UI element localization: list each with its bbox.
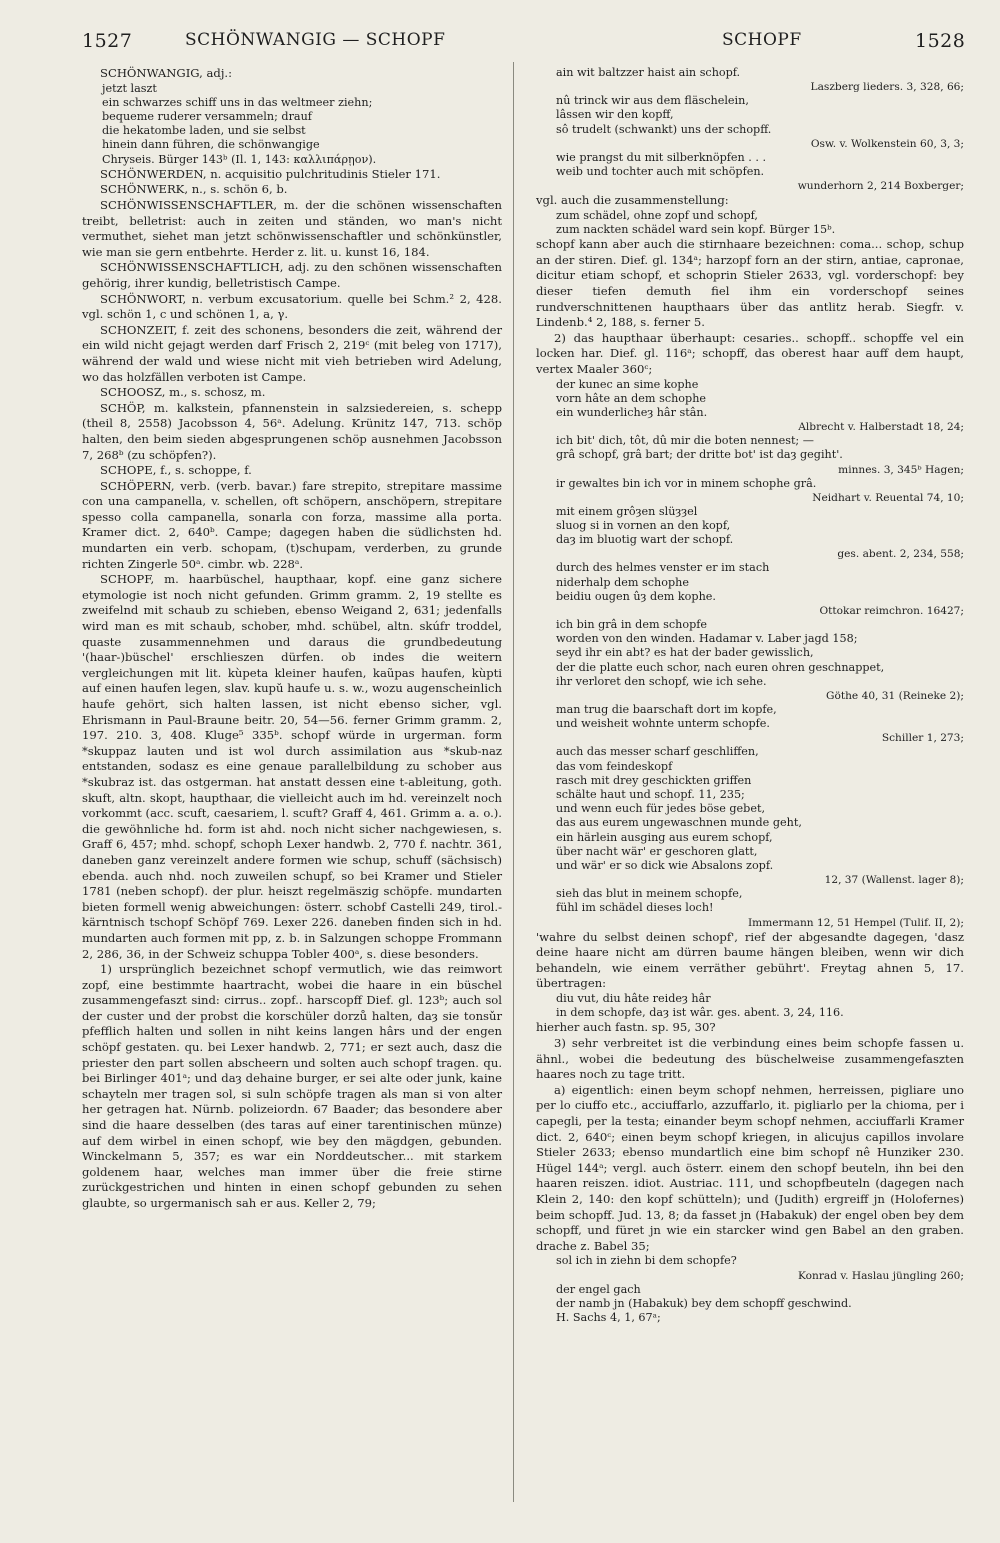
quotation: ain wit baltzzer haist ain schopf.	[556, 66, 741, 79]
entry-paragraph: SCHÖNWERDEN, n. acquisitio pulchritudinis Stieler 171.	[100, 166, 441, 181]
source-citation: minnes. 3, 345ᵇ Hagen;	[838, 463, 964, 476]
source-citation: 12, 37 (Wallenst. lager 8);	[824, 874, 964, 887]
left-column	[82, 66, 502, 1212]
quotation: und wenn euch für jedes böse gebet, das aus eurem ungewaschnen munde geht, ein härlein ausging aus eurem schopf, über nacht wär' er geschoren glatt, und wär' er so dick wie Absalons zopf.	[556, 802, 802, 873]
quotation: der engel gach der namb jn (Habakuk) bey dem schopff geschwind. H. Sachs 4, 1, 67ᵃ;	[556, 1282, 852, 1324]
source-citation: Konrad v. Haslau jüngling 260;	[798, 1269, 964, 1282]
quotation: sol ich in ziehn bi dem schopfe?	[556, 1254, 737, 1268]
source-citation: Schiller 1, 273;	[881, 732, 964, 745]
quotation: der kunec an sime kophe vorn hâte an dem schophe ein wunderlicheȝ hâr stân.	[556, 377, 708, 419]
quotation: wie prangst du mit silberknöpfen . . . weib und tochter auch mit schöpfen.	[556, 150, 767, 179]
entry-paragraph: SCHOOSZ, m., s. schosz, m.	[100, 385, 266, 400]
quotation: nû trinck wir aus dem fläschelein, lâssen wir den kopff, sô trudelt (schwankt) uns der schopff.	[556, 94, 772, 136]
entry-paragraph: SCHÖPERN, verb. (verb. bavar.) fare strepito, strepitare massime con una campanella, v. schellen, oft schöpern, anschöpern, strepitare spesso colla campanella, sonarla con forza, massime alla porta. Kramer dict. 2, 640ᵇ. Campe; dagegen haben die südlichsten hd. mundarten ein verb. schopam, (t)schupam, verderben, zu grunde richten Zingerle 50ᵃ. cimbr. wb. 228ᵃ.	[82, 478, 502, 571]
entry-paragraph: hierher auch fastn. sp. 95, 30?	[536, 1020, 716, 1035]
right-running-title: SCHOPF	[722, 30, 802, 50]
entry-paragraph: vgl. auch die zusammenstellung:	[536, 193, 729, 208]
quotation: durch des helmes venster er im stach niderhalp dem schophe beidiu ougen ûȝ dem kophe.	[556, 561, 770, 603]
quotation: zum schädel, ohne zopf und schopf, zum nackten schädel ward sein kopf. Bürger 15ᵇ.	[556, 208, 836, 237]
quotation: diu vut, diu hâte reideȝ hâr in dem schopfe, daȝ ist wâr. ges. abent. 3, 24, 116.	[556, 992, 844, 1020]
source-citation: Göthe 40, 31 (Reineke 2);	[826, 690, 964, 703]
source-citation: Ottokar reimchron. 16427;	[819, 605, 964, 617]
entry-paragraph: 'wahre du selbst deinen schopf', rief der abgesandte dagegen, 'dasz deine haare nicht am dürren baume hängen bleiben, wenn wir dich behandeln, wie einem verräther gebührt'. Freytag ahnen 5, 17. übertragen:	[536, 929, 964, 991]
entry-paragraph: SCHOPF, m. haarbüschel, haupthaar, kopf. eine ganz sichere etymologie ist noch nicht gefunden. Grimm gramm. 2, 19 stellte es zweifelnd mit schaub zu schieben, ebenso Weigand 2, 631; jedenfalls wird man es mit schaub, schober, mhd. schübel, altn. skúfr troddel, quaste zusammennehmen und daraus die grundbedeutung '(haar-)büschel' erschlieszen dürfen. ob indes die weitern vergleichungen mit lit. kùpeta kleiner haufen, kaũpas haufen, kùpti auf einen haufen legen, slav. kupŭ haufe u. s. w., wozu augenscheinlich haufe gehört, sich halten lassen, ist nicht ebenso sicher, vgl. Ehrismann in Paul-Braune beitr. 20, 54—56. ferner Grimm gramm. 2, 197. 210. 3, 408. Kluge⁵ 335ᵇ. schopf würde in urgerman. form *skuppaz lauten und ist wol durch assimilation aus *skub-naz entstanden, sodasz es eine genaue parallelbildung zu schober aus *skubraz ist. das ostgerman. hat anstatt dessen eine t-ableitung, goth. skuft, altn. skopt, haupthaar, die vielleicht auch im hd. vereinzelt noch vorkommt (acc. scuft, caesariem, l. scuft? Graff 4, 461. Grimm a. a. o.). die gewöhnliche hd. form ist ahd. noch nicht sicher nachgewiesen, s. Graff 6, 457; mhd. schopf, schoph Lexer handwb. 2, 770 f. nachtr. 361, daneben ganz vereinzelt andere formen wie schup, schuff (sächsisch) ebenda. auch nhd. noch zuweilen schupf, so bei Kramer und Stieler 1781 (neben schopf). der plur. heiszt regelmäszig schöpfe. mundarten bieten formell wenig abweichungen: österr. schobf Castelli 249, tirol.-kärntnisch tschopf Schöpf 769. Lexer 226. daneben finden sich in hd. mundarten auch formen mit pp, z. b. in Salzungen schoppe Frommann 2, 286, 36, in der Schweiz schuppa Tobler 400ᵃ, s. diese besonders.	[82, 572, 502, 961]
source-citation: Laszberg lieders. 3, 328, 66;	[810, 81, 964, 94]
source-citation: Osw. v. Wolkenstein 60, 3, 3;	[810, 137, 964, 150]
entry-paragraph: 3) sehr verbreitet ist die verbindung eines beim schopfe fassen u. ähnl., wobei die bedeutung des büschelweise zusammengefaszten haares noch zu tage tritt.	[536, 1036, 964, 1082]
entry-paragraph: 1) ursprünglich bezeichnet schopf vermutlich, wie das reimwort zopf, eine bestimmte haartracht, wobei die haare in ein büschel zusammengefaszt sind: cirrus.. zopf.. harscopff Dief. gl. 123ᵇ; auch sol der custer und der probst die korschüler dorzů halten, daȝ sie tonsǔr pfefflich halten und sollen in niht keins langen hârs und der engen schöpf gestaten. qu. bei Lexer handwb. 2, 771; er sezt auch, dasz die priester den part sollen abscheern und solten auch schopf tragen. qu. bei Birlinger 401ᵃ; und daȝ dehaine burger, er sei alte oder junk, kaine schayteln mer tragen sol, si suln schöpfe tragen als man si von alter her getragen hat. Nürnb. polizeiordn. 67 Baader; das besondere aber sind die haare desselben (des taras auf einer tarentinischen münze) auf dem wirbel in einen schopf, wie bey den mägdgen, gebunden. Winckelmann 5, 357; es war ein Norddeutscher... mit starkem goldenem haar, welches man immer über die freie stirne zurückgestrichen und hinten in einen schopf gebunden zu sehen glaubte, so urgermanisch sah er aus. Keller 2, 79;	[82, 962, 502, 1210]
quotation: ir gewaltes bin ich vor in minem schophe grâ.	[556, 476, 817, 490]
quotation: ich bin grâ in dem schopfe worden von den winden. Hadamar v. Laber jagd 158;	[556, 618, 858, 646]
entry-paragraph: SCHOPE, f., s. schoppe, f.	[100, 463, 252, 478]
left-page-number: 1527	[82, 30, 133, 52]
quotation: man trug die baarschaft dort im kopfe, und weisheit wohnte unterm schopfe.	[556, 703, 777, 731]
left-running-title: SCHÖNWANGIG — SCHOPF	[185, 30, 446, 50]
column-divider	[513, 62, 514, 1502]
source-citation: Immermann 12, 51 Hempel (Tulif. II, 2);	[747, 916, 964, 929]
quotation: mit einem grôȝen slüȝȝel sluog si in vornen an den kopf, daȝ im bluotig wart der schopf.	[556, 504, 734, 547]
entry-paragraph: SCHÖNWERK, n., s. schön 6, b.	[100, 182, 288, 197]
entry-paragraph: SCHÖNWANGIG, adj.:	[100, 66, 233, 80]
right-column	[536, 66, 964, 1325]
quotation: seyd ihr ein abt? es hat der bader gewisslich, der die platte euch schor, nach euren ohren geschnappet, ihr verloret den schopf, wie ich sehe.	[556, 646, 885, 688]
quotation: jetzt laszt ein schwarzes schiff uns in das weltmeer ziehn; bequeme ruderer versammeln; drauf die hekatombe laden, und sie selbst hinein dann führen, die schönwangige Chryseis. Bürger 143ᵇ (Il. 1, 143: καλλιπάρῃον).	[102, 81, 377, 166]
entry-paragraph: SCHONZEIT, f. zeit des schonens, besonders die zeit, während der ein wild nicht gejagt werden darf Frisch 2, 219ᶜ (mit beleg von 1717), während der wald und wiese nicht mit vieh betrieben wird Adelung, wo das holzfällen verboten ist Campe.	[82, 322, 502, 384]
source-citation: Albrecht v. Halberstadt 18, 24;	[798, 421, 964, 434]
source-citation: ges. abent. 2, 234, 558;	[837, 548, 964, 561]
entry-paragraph: 2) das haupthaar überhaupt: cesaries.. schopff.. schopffe vel ein locken har. Dief. gl. 116ᵃ; schopff, das oberest haar auff dem haupt, vertex Maaler 360ᶜ;	[536, 330, 964, 376]
entry-paragraph: SCHÖNWISSENSCHAFTLICH, adj. zu den schönen wissenschaften gehörig, ihrer kundig, belletristisch Campe.	[82, 260, 502, 290]
right-page-number: 1528	[915, 30, 966, 52]
quotation: sieh das blut in meinem schopfe, fühl im schädel dieses loch!	[556, 887, 743, 915]
entry-paragraph: SCHÖNWORT, n. verbum excusatorium. quelle bei Schm.² 2, 428. vgl. schön 1, c und schönen 1, a, γ.	[82, 291, 502, 322]
quotation: auch das messer scharf geschliffen, das vom feindeskopf rasch mit drey geschickten griffen schälte haut und schopf. 11, 235;	[556, 745, 759, 802]
source-citation: wunderhorn 2, 214 Boxberger;	[797, 180, 964, 193]
entry-paragraph: a) eigentlich: einen beym schopf nehmen, herreissen, pigliare uno per lo ciuffo etc., acciuffarlo, azzuffarlo, it. pigliarlo per la chioma, per i capegli, per la testa; einander beym schopf nehmen, acciuffarli Kramer dict. 2, 640ᶜ; einen beym schopf kriegen, in alicujus capillos involare Stieler 2633; ebenso mundartlich eine bim schopf nê Hunziker 230. Hügel 144ᵃ; vergl. auch österr. einem den schopf beuteln, ihn bei den haaren reiszen. idiot. Austriac. 111, und schopfbeuteln (dagegen nach Klein 2, 140: den kopf schütteln); und (Judith) ergreiff jn (Holofernes) beim schopff. Jud. 13, 8; da fasset jn (Habakuk) der engel oben bey dem schopff, und füret jn wie ein starcker wind gen Babel an den graben. drache z. Babel 35;	[536, 1082, 964, 1253]
entry-paragraph: SCHÖP, m. kalkstein, pfannenstein in salzsiedereien, s. schepp (theil 8, 2558) Jacobsson 4, 56ᵃ. Adelung. Krünitz 147, 713. schöp halten, den beim sieden abgesprungenen schöp ausnehmen Jacobsson 7, 268ᵇ (zu schöpfen?).	[82, 400, 502, 462]
entry-paragraph: SCHÖNWISSENSCHAFTLER, m. der die schönen wissenschaften treibt, belletrist: auch in zeiten und ständen, wo man's nicht vermuthet, siehet man jetzt schönwissenschaftler und schönkünstler, wie man sie gern entbehrte. Herder z. lit. u. kunst 16, 184.	[82, 198, 502, 259]
entry-paragraph: schopf kann aber auch die stirnhaare bezeichnen: coma... schop, schup an der stiren. Dief. gl. 134ᵃ; harzopf forn an der stirn, antiae, capronae, dicitur etiam schopf, et schoprin Stieler 2633, vgl. vorderschopf: bey dieser tiefen demuth fiel ihm ein vorderschopf seines rundverschnittenen haupthaars über das antlitz herab. Siegfr. v. Lindenb.⁴ 2, 188, s. ferner 5.	[536, 237, 964, 330]
quotation: ich bit' dich, tôt, dû mir die boten nennest; — grâ schopf, grâ bart; der dritte bot' ist daȝ gegiht'.	[556, 434, 843, 462]
source-citation: Neidhart v. Reuental 74, 10;	[812, 491, 964, 504]
